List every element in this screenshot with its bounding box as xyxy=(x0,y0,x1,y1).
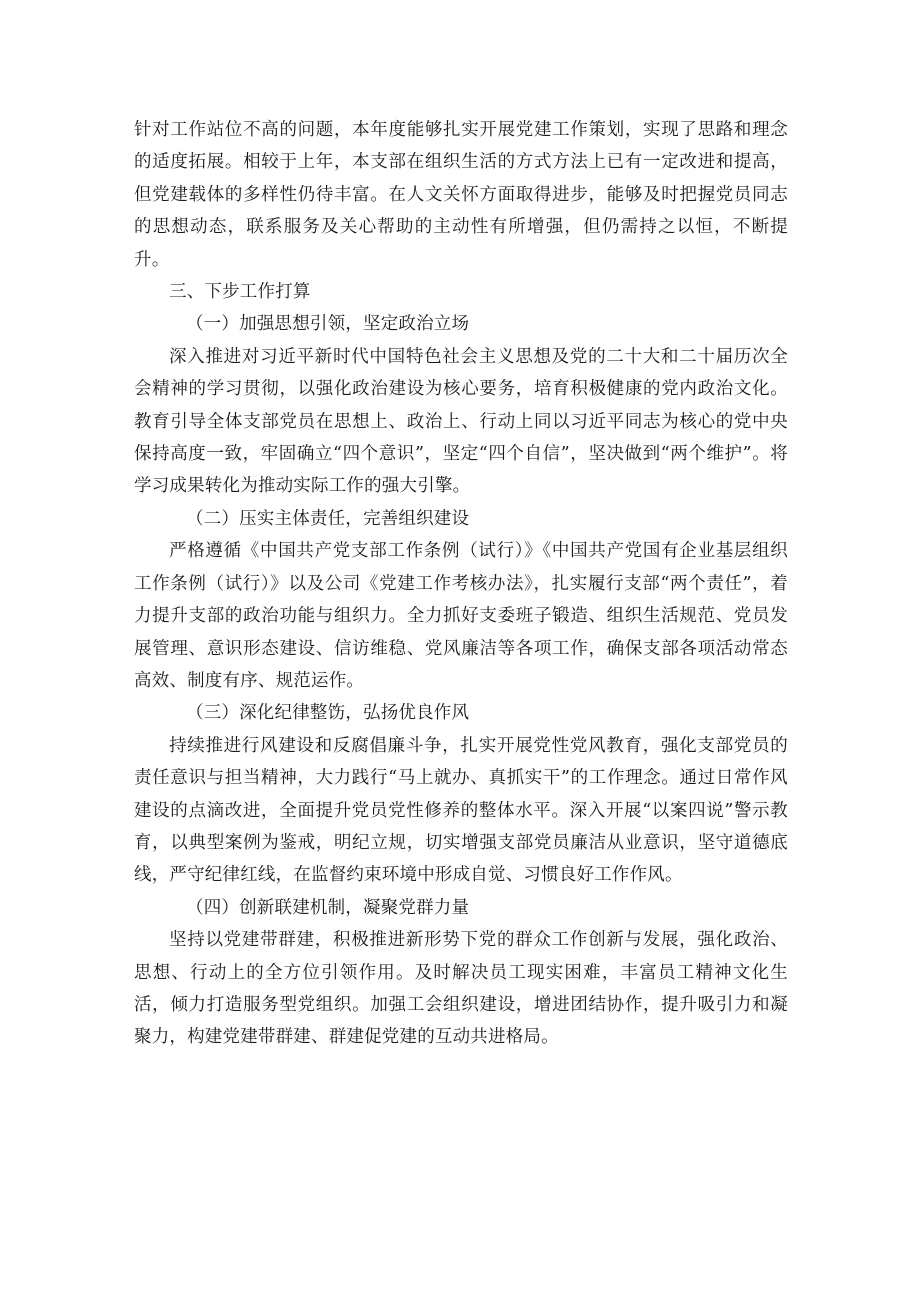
subsection-body-3: 持续推进行风建设和反腐倡廉斗争，扎实开展党性党风教育，强化支部党员的责任意识与担当精神，大力践行“马上就办、真抓实干”的工作理念。通过日常作风建设的点滴改进，全面提升党员党性修养的整体水平。深入开展“以案四说”警示教育，以典型案例为鉴戒，明纪立规，切实增强支部党员廉洁从业意识，坚守道德底线，严守纪律红线，在监督约束环境中形成自觉、习惯良好工作作风。 xyxy=(134,735,788,886)
section-heading: 三、下步工作打算 xyxy=(169,282,311,303)
subsection-heading-1: （一）加强思想引领，坚定政治立场 xyxy=(186,314,470,335)
subsection-heading-4: （四）创新联建机制，凝聚党群力量 xyxy=(186,897,470,918)
subsection-heading-3: （三）深化纪律整饬，弘扬优良作风 xyxy=(186,703,470,724)
subsection-heading-2: （二）压实主体责任，完善组织建设 xyxy=(186,508,470,529)
continuation-paragraph: 针对工作站位不高的问题，本年度能够扎实开展党建工作策划，实现了思路和理念的适度拓展。相较于上年，本支部在组织生活的方式方法上已有一定改进和提高，但党建载体的多样性仍待丰富。在人文关怀方面取得进步，能够及时把握党员同志的思想动态，联系服务及关心帮助的主动性有所增强，但仍需持之以恒，不断提升。 xyxy=(134,120,788,270)
subsection-body-2: 严格遵循《中国共产党支部工作条例（试行）》《中国共产党国有企业基层组织工作条例（试行）》以及公司《党建工作考核办法》，扎实履行支部“两个责任”，着力提升支部的政治功能与组织力。全力抓好支委班子锻造、组织生活规范、党员发展管理、意识形态建设、信访维稳、党风廉洁等各项工作，确保支部各项活动常态高效、制度有序、规范运作。 xyxy=(134,541,788,691)
document-body xyxy=(134,114,788,1054)
subsection-body-4: 坚持以党建带群建，积极推进新形势下党的群众工作创新与发展，强化政治、思想、行动上的全方位引领作用。及时解决员工现实困难，丰富员工精神文化生活，倾力打造服务型党组织。加强工会组织建设，增进团结协作，提升吸引力和凝聚力，构建党建带群建、群建促党建的互动共进格局。 xyxy=(134,930,788,1048)
subsection-body-1: 深入推进对习近平新时代中国特色社会主义思想及党的二十大和二十届历次全会精神的学习贯彻，以强化政治建设为核心要务，培育积极健康的党内政治文化。教育引导全体支部党员在思想上、政治上、行动上同以习近平同志为核心的党中央保持高度一致，牢固确立“四个意识”，坚定“四个自信”，坚决做到“两个维护”。将学习成果转化为推动实际工作的强大引擎。 xyxy=(134,346,788,497)
